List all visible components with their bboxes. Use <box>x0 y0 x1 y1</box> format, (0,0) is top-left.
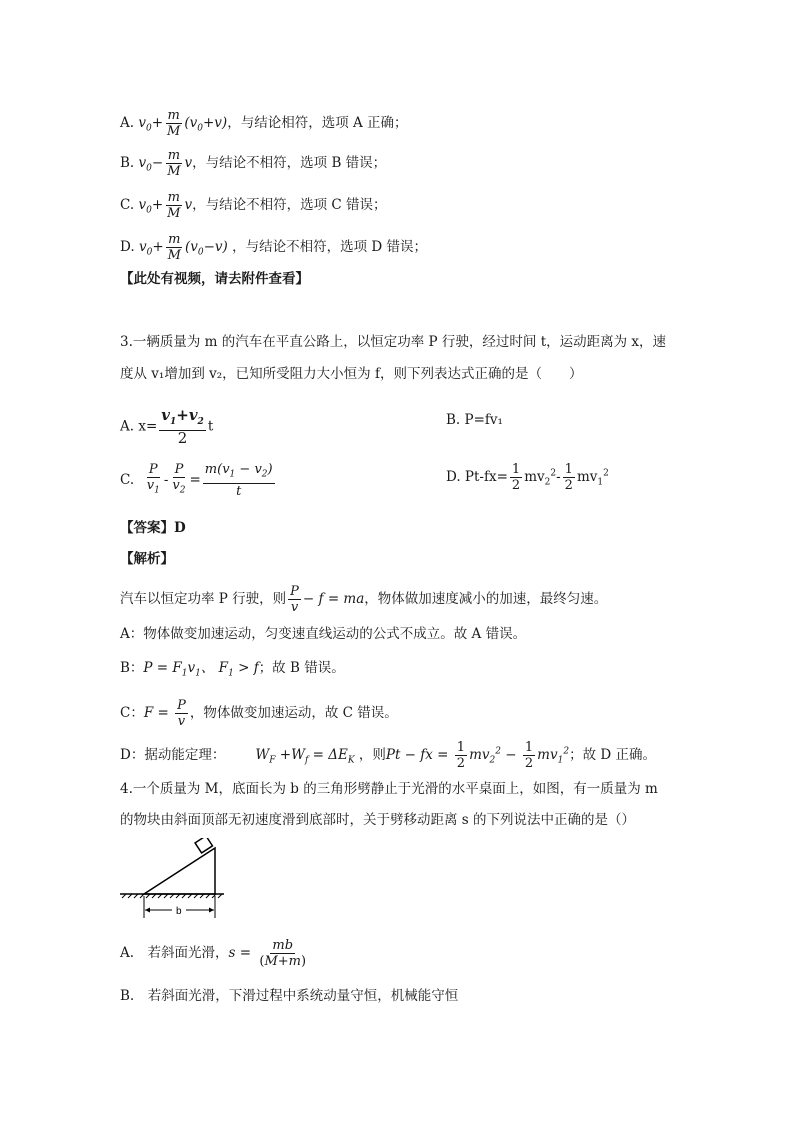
analysis-title: 【解析】 <box>120 551 174 567</box>
q4-stem-line2: 的物块由斜面顶部无初速度滑到底部时，关于劈移动距离 s 的下列说法中正确的是（） <box>120 812 636 828</box>
q3-option-d: D. Pt-fx= $\frac{1}{2}$ $mv_2^2-$ $\frac{1}{2}$ $mv_1^2$ <box>446 462 609 493</box>
option-c-line: C. $v_0+$ $\frac{m}{M}$ v，与结论不相符，选项 C 错误； <box>120 190 387 221</box>
q3-option-c: C. $\frac{P}{v_1}$ - $\frac{P}{v_2}$ = $\frac{m(v_1 - v_2)}{t}$ <box>120 462 273 499</box>
option-a-line: A. $v_0+$ $\frac{m}{M}$ $(v_0+v)$，与结论相符，选项 A 正确； <box>120 108 408 139</box>
q3-option-a: A. x= $\frac{v_1+v_2}{2}$ t <box>120 406 214 447</box>
analysis-intro: 汽车以恒定功率 P 行驶，则 $\frac{P}{v}$ − f = ma，物体做加速度减小的加速，最终匀速。 <box>120 584 608 615</box>
analysis-c: C：F = $\frac{P}{v}$ ，物体做变加速运动，故 C 错误。 <box>120 698 398 729</box>
video-note: 【此处有视频，请去附件查看】 <box>120 271 309 287</box>
q3-stem-line2: 度从 v₁增加到 v₂，已知所受阻力大小恒为 f，则下列表达式正确的是（ ） <box>120 366 583 382</box>
analysis-a: A：物体做变加速运动，匀变速直线运动的公式不成立。故 A 错误。 <box>120 626 527 642</box>
fraction-m-over-M: $\frac{m}{M}$ <box>167 108 181 139</box>
option-b-line: B. $v_0-$ $\frac{m}{M}$ v，与结论不相符，选项 B 错误； <box>120 148 387 179</box>
dimension-label-b: b <box>176 906 182 917</box>
wedge-diagram <box>118 838 228 920</box>
q4-stem-line1: 4.一个质量为 M，底面长为 b 的三角形劈静止于光滑的水平桌面上，如图，有一质量为 m <box>120 781 658 797</box>
q3-stem-line1: 3.一辆质量为 m 的汽车在平直公路上，以恒定功率 P 行驶，经过时间 t，运动距离为 x，速 <box>120 334 667 350</box>
q3-option-b: B. P=fv₁ <box>446 412 503 428</box>
analysis-b: B：$P = F_1v_1$、 $F_1 > f$；故 B 错误。 <box>120 660 345 679</box>
analysis-d: D：据动能定理： $W_F +W_f = \Delta E_K$ ，则Pt − fx = $\frac{1}{2}$ $mv_2^2$ − $\frac{1}{2}$ $mv_1^2$；故 D 正确。 <box>120 740 656 771</box>
q4-option-a: A. 若斜面光滑，s = $\frac{mb}{(M+m)}$ <box>120 938 307 969</box>
q4-option-b: B. 若斜面光滑，下滑过程中系统动量守恒，机械能守恒 <box>120 988 459 1004</box>
answer-label: 【答案】D <box>120 520 186 536</box>
option-d-line: D. $v_0+$ $\frac{m}{M}$ $(v_0-v)$ ，与结论不相符，选项 D 错误； <box>120 232 427 263</box>
